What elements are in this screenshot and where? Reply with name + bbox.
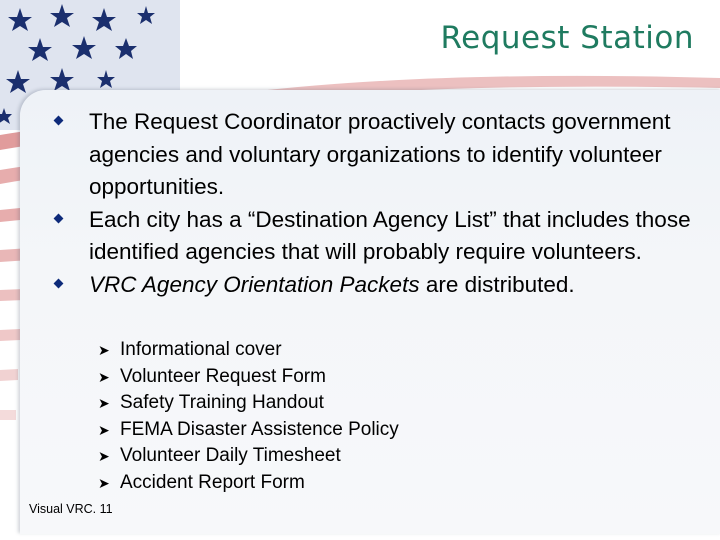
sub-bullet-item: [98, 470, 518, 497]
bullet-item: [52, 204, 692, 269]
sub-bullet-text: Accident Report Form: [120, 471, 305, 493]
sub-bullet-item: [98, 417, 518, 444]
diamond-bullet-icon: [54, 213, 64, 223]
bullet-text: are distributed.: [419, 271, 575, 297]
bullet-text: Each city has a “Destination Agency List” that includes those identified agencies that will probably require volunteers.: [89, 206, 691, 264]
bullet-item: [52, 106, 692, 204]
arrowhead-bullet-icon: ➤: [98, 421, 110, 438]
sub-bullet-item: [98, 364, 518, 391]
diamond-bullet-icon: [54, 278, 64, 288]
arrowhead-bullet-icon: ➤: [98, 474, 110, 491]
arrowhead-bullet-icon: ➤: [98, 342, 110, 358]
diamond-bullet-icon: [54, 116, 64, 126]
sub-bullet-text: FEMA Disaster Assistence Policy: [120, 418, 399, 440]
arrowhead-bullet-icon: ➤: [98, 368, 110, 385]
arrowhead-bullet-icon: ➤: [98, 395, 110, 411]
slide-title: Request Station: [440, 20, 694, 56]
bullet-item: [52, 269, 692, 302]
sub-bullet-text: Volunteer Daily Timesheet: [120, 445, 341, 466]
bullet-text: The Request Coordinator proactively contacts government agencies and voluntary organizations to identify volunteer opportunities.: [89, 109, 671, 199]
bullet-text-italic: VRC Agency Orientation Packets: [89, 271, 420, 297]
slide-footer: Visual VRC. 11: [29, 502, 113, 516]
sub-bullet-text: Volunteer Request Form: [120, 365, 326, 387]
sub-bullet-item: [98, 337, 518, 364]
packet-contents-list: [98, 337, 518, 496]
sub-bullet-text: Safety Training Handout: [120, 392, 324, 413]
bullet-list: [52, 106, 692, 301]
sub-bullet-text: Informational cover: [120, 339, 282, 360]
sub-bullet-item: [98, 390, 518, 417]
sub-bullet-item: [98, 443, 518, 470]
arrowhead-bullet-icon: ➤: [98, 448, 110, 464]
